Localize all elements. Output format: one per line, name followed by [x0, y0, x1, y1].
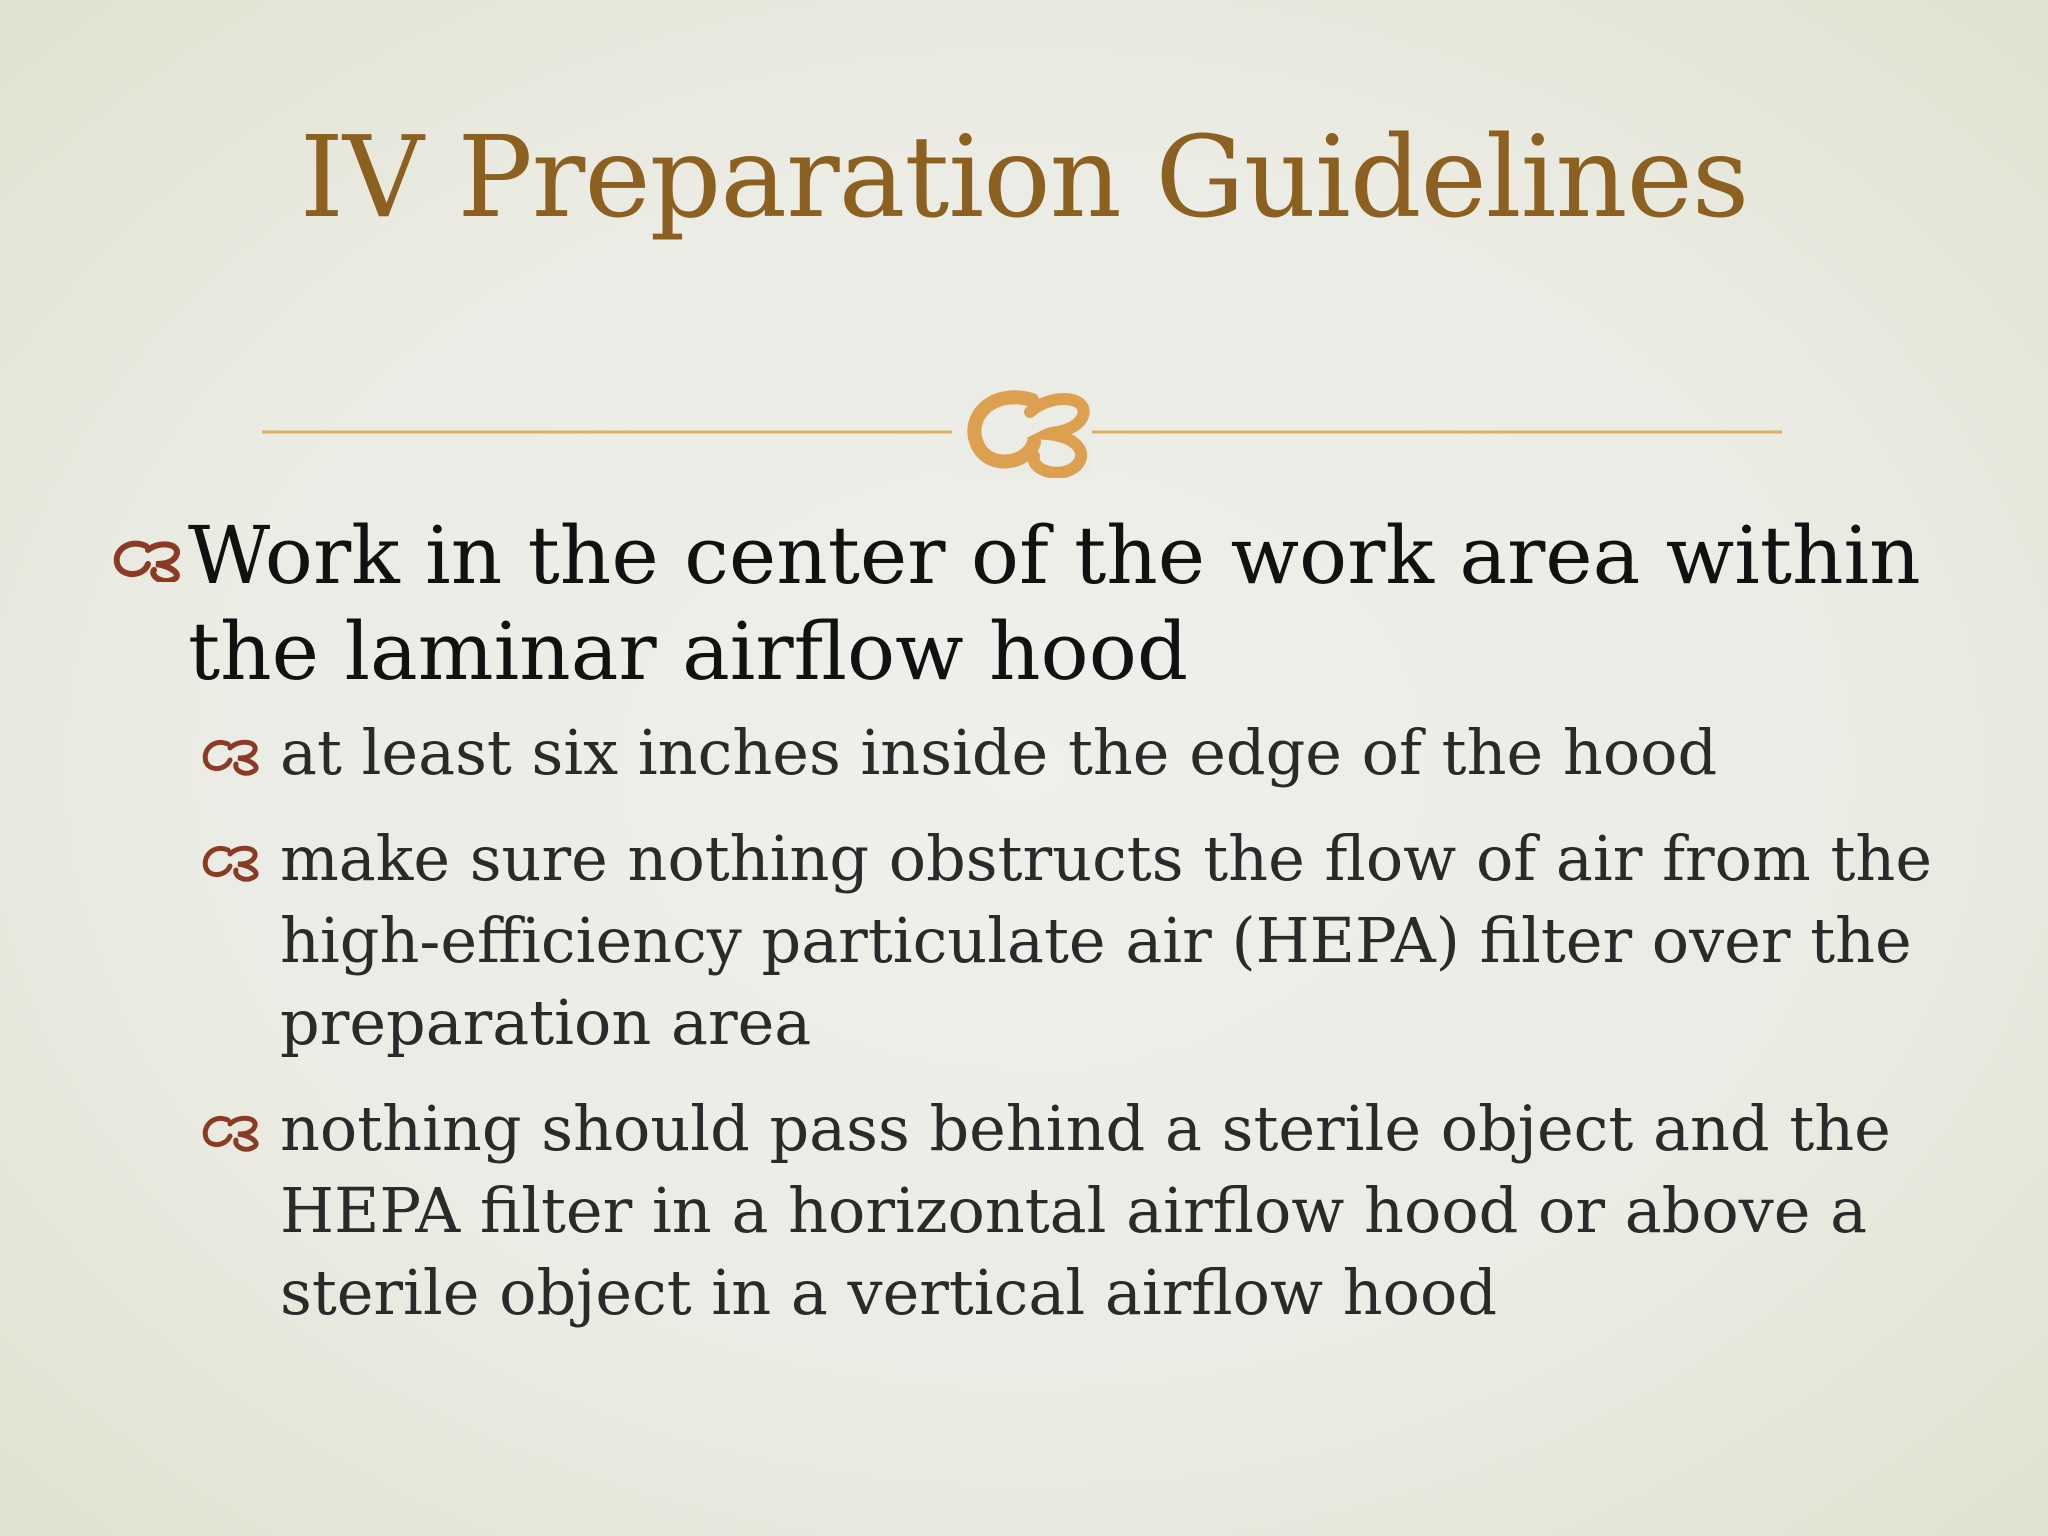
bullet-item-level2: [110, 818, 1950, 1064]
sub-bullet-text: at least six inches inside the edge of the hood: [280, 716, 1718, 789]
sub-bullet-flourish-icon: [200, 1112, 264, 1152]
bullet-item-level2: [110, 1088, 1950, 1334]
sub-bullet-flourish-icon: [200, 842, 264, 882]
sub-bullet-text: nothing should pass behind a sterile object and the HEPA filter in a horizontal airflow hood or above a sterile object in a vertical airflow hood: [280, 1092, 1891, 1329]
slide-title: IV Preparation Guidelines: [299, 113, 1749, 243]
bullet-text: Work in the center of the work area within the laminar airflow hood: [188, 509, 1921, 698]
bullet-item-level1: [110, 508, 1950, 700]
bullet-item-level2: [110, 712, 1950, 794]
sub-bullet-flourish-icon: [200, 736, 264, 776]
sub-bullet-text: make sure nothing obstructs the flow of air from the high-efficiency particulate air (HEPA) filter over the preparation area: [280, 822, 1933, 1059]
title-divider: [262, 378, 1782, 478]
ornament-flourish-icon: [952, 386, 1092, 474]
bullet-list: [110, 508, 1950, 1358]
bullet-flourish-icon: [110, 538, 188, 582]
